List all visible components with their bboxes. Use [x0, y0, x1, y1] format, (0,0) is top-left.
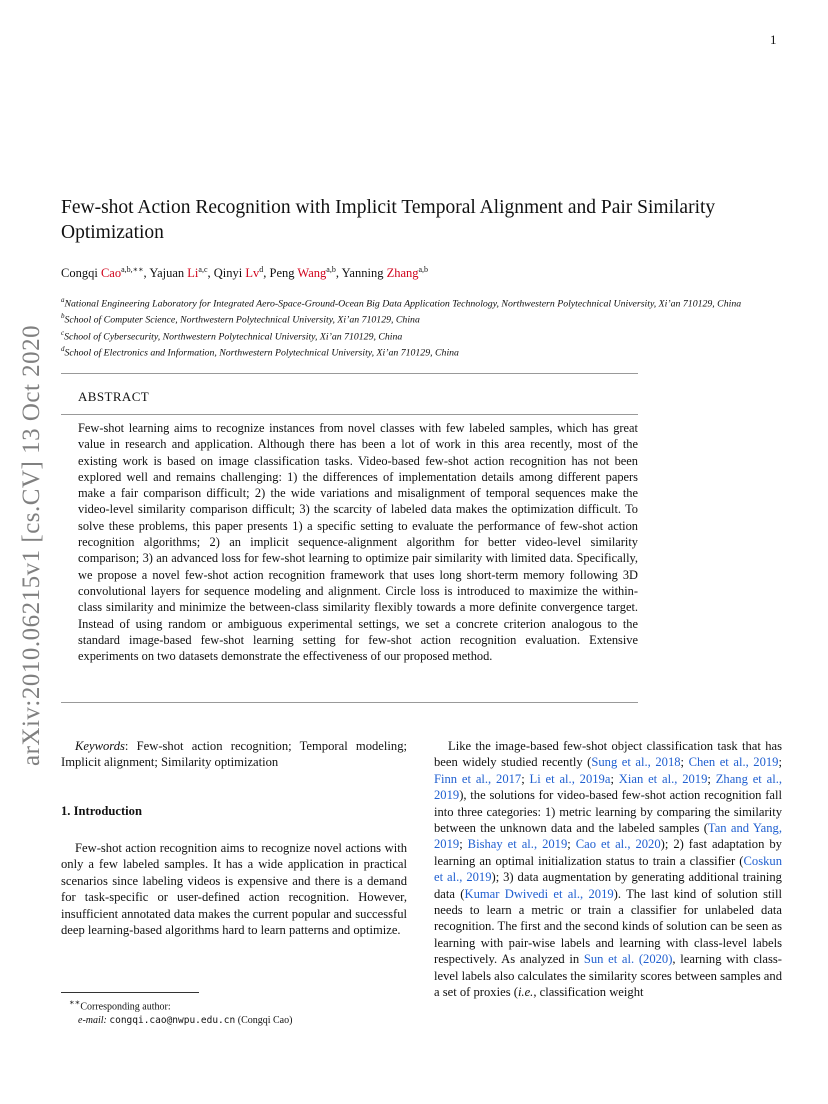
- affiliation-mark: a: [61, 296, 65, 304]
- affiliation-text: School of Computer Science, Northwestern Polytechnical University, Xi’an 710129, China: [64, 314, 420, 326]
- citation-link[interactable]: Bishay et al., 2019: [467, 837, 568, 852]
- footnote-label: Corresponding author:: [80, 1001, 171, 1013]
- affiliation-text: National Engineering Laboratory for Integrated Aero-Space-Ground-Ocean Big Data Application Technology, Northwestern Polytechnical University, Xi’an 710129, China: [64, 298, 742, 310]
- body-text: ;: [778, 755, 782, 770]
- author: [342, 266, 428, 280]
- affiliation: [61, 343, 781, 359]
- author-last-name: Wang: [297, 266, 327, 281]
- citation-link[interactable]: Tan and Yang, 2019: [434, 821, 782, 852]
- body-text: ). The last kind of solution still needs to learn a metric or train a classifier for unlabeled data recognition. The first and the second kinds of solution can be seen as learning with pair-wise labels and learning with class-level labels respectively. As analyzed in: [434, 886, 782, 967]
- abstract-heading: ABSTRACT: [78, 389, 150, 404]
- author-affiliation-mark: a,b: [326, 265, 336, 274]
- email-label: e-mail:: [78, 1014, 107, 1026]
- body-text: , learning with class-level labels also calculates the similarity scores between samples and a set of proxies (: [434, 952, 782, 1000]
- citation-link[interactable]: Coskun et al., 2019: [434, 853, 782, 885]
- arxiv-identifier: arXiv:2010.06215v1 [cs.CV] 13 Oct 2020: [18, 324, 45, 766]
- citation-link[interactable]: Kumar Dwivedi et al., 2019: [464, 886, 614, 901]
- affiliation-mark: b: [61, 312, 65, 321]
- body-text: i.e.: [517, 985, 534, 1000]
- body-text: ); 3) data augmentation by generating additional training data (: [434, 870, 782, 901]
- email-address[interactable]: congqi.cao@nwpu.edu.cn: [109, 1014, 236, 1026]
- author: [214, 266, 264, 280]
- divider-bottom: [61, 702, 638, 703]
- author: [270, 266, 336, 280]
- citation-link[interactable]: Xian et al., 2019: [618, 771, 708, 786]
- author-last-name: Lv: [245, 266, 260, 281]
- paper-title: Few-shot Action Recognition with Implicit Temporal Alignment and Pair Similarity Optimization: [61, 197, 716, 243]
- intro-paragraph: Few-shot action recognition aims to recognize novel actions with only a few labeled samples. It has a wide application in practical scenarios since labeling videos is expensive and there is a demand for task-specific or user-defined action recognition. However, insufficient annotated data makes the current popular and successful deep learning-based algorithms hard to learn patterns and optimize.: [61, 841, 407, 938]
- divider-top: [61, 373, 638, 374]
- author-affiliation-mark: d: [259, 265, 264, 274]
- affiliation-list: [61, 294, 781, 359]
- intro-paragraph-right: [434, 738, 782, 1001]
- author: [149, 266, 207, 280]
- body-text: ), the solutions for video-based few-shot action recognition fall into three categories: 1) metric learning by comparing the similarity between the unknown data and the labeled samples (: [434, 788, 782, 836]
- affiliation-mark: d: [61, 344, 65, 353]
- intro-column-right: [434, 738, 782, 1001]
- body-text: ); 2) fast adaptation by learning an optimal initialization status to train a classifier (: [434, 837, 782, 868]
- footnote: [61, 996, 407, 1027]
- author-first-name: Congqi: [61, 266, 101, 281]
- author-list: Congqi Cao$^{a,b,∗∗}$, Yajuan Li$^{a,c}$, Qinyi Lv$^d$, Peng Wang$^{a,b}$, Yanning Zhang$^{a,b}$: [61, 265, 429, 281]
- affiliation-text: School of Cybersecurity, Northwestern Polytechnical University, Xi’an 710129, China: [64, 330, 403, 342]
- author-last-name: Li: [187, 266, 199, 281]
- body-text: ;: [459, 837, 468, 852]
- citation-link[interactable]: Zhang et al., 2019: [434, 771, 783, 803]
- affiliation: [61, 327, 781, 343]
- keywords-text: : Few-shot action recognition; Temporal modeling; Implicit alignment; Similarity optimization: [61, 739, 407, 770]
- affiliation: [61, 310, 781, 326]
- body-text: , classification weight: [533, 985, 644, 1000]
- citation-link[interactable]: Cao et al., 2020: [575, 837, 661, 852]
- body-text: ;: [707, 771, 716, 786]
- page-number: 1: [770, 32, 777, 47]
- author-first-name: Yanning: [341, 266, 387, 281]
- citation-link[interactable]: Finn et al., 2017: [434, 771, 522, 786]
- author-last-name: Cao: [100, 266, 122, 281]
- affiliation-mark: c: [61, 328, 65, 337]
- email-owner: (Congqi Cao): [235, 1014, 293, 1026]
- author-first-name: Qinyi: [213, 266, 246, 281]
- author-affiliation-mark: a,c: [198, 265, 208, 274]
- section-heading: 1. Introduction: [61, 804, 142, 818]
- citation-link[interactable]: Li et al., 2019a: [529, 771, 611, 786]
- author-first-name: Yajuan: [149, 266, 188, 281]
- author: [61, 266, 144, 280]
- keywords: [61, 738, 407, 771]
- abstract-text: Few-shot learning aims to recognize instances from novel classes with few labeled samples, which has great value in research and application. Although there has been a lot of work in this area recently, most of the existing work is based on image classification tasks. Video-based few-shot action recognition has not been explored well and remains challenging: 1) the differences of implementation details among different papers make a fair comparison difficult; 2) the wide variations and misalignment of temporal sequences make the video-level similarity comparison difficult; 3) the scarcity of labeled data makes the optimization difficult. To solve these problems, this paper presents 1) a specific setting to evaluate the performance of few-shot action recognition algorithms; 2) an implicit sequence-alignment algorithm for better video-level similarity comparison; 3) an advanced loss for few-shot learning to optimize pair similarity with limited data. Specifically, we propose a novel few-shot action recognition framework that uses long short-term memory following 3D convolutional layers for sequence modeling and alignment. Circle loss is introduced to maximize the within-class similarity and minimize the between-class similarity flexibly towards a more definite convergence target. Instead of using random or ambiguous experimental settings, we set a concrete criterion analogous to the standard image-based few-shot learning setting for few-shot action recognition evaluation. Extensive experiments on two datasets demonstrate the effectiveness of our proposed method.: [78, 421, 638, 664]
- author-last-name: Zhang: [386, 266, 419, 281]
- author-affiliation-mark: a,b: [418, 265, 429, 274]
- keywords-label: Keywords: [75, 739, 125, 753]
- body-text: Like the image-based few-shot object classification task that has been widely studied recently (: [434, 739, 782, 770]
- citation-link[interactable]: Chen et al., 2019: [688, 755, 779, 770]
- body-text: ;: [610, 771, 619, 786]
- body-text: ;: [521, 771, 530, 786]
- author-affiliation-mark: a,b,∗∗: [121, 265, 144, 274]
- footnote-mark: ∗∗: [69, 998, 81, 1007]
- intro-column-left: [61, 840, 407, 938]
- body-text: ;: [567, 837, 576, 852]
- divider-abstract: [61, 414, 638, 415]
- citation-link[interactable]: Sung et al., 2018: [591, 755, 681, 770]
- affiliation: [61, 294, 781, 310]
- affiliation-text: School of Electronics and Information, Northwestern Polytechnical University, Xi’an 710129, China: [64, 347, 459, 359]
- citation-link[interactable]: Sun et al. (2020): [583, 952, 673, 967]
- author-first-name: Peng: [269, 266, 298, 281]
- footnote-rule: [61, 992, 199, 993]
- body-text: ;: [680, 755, 689, 770]
